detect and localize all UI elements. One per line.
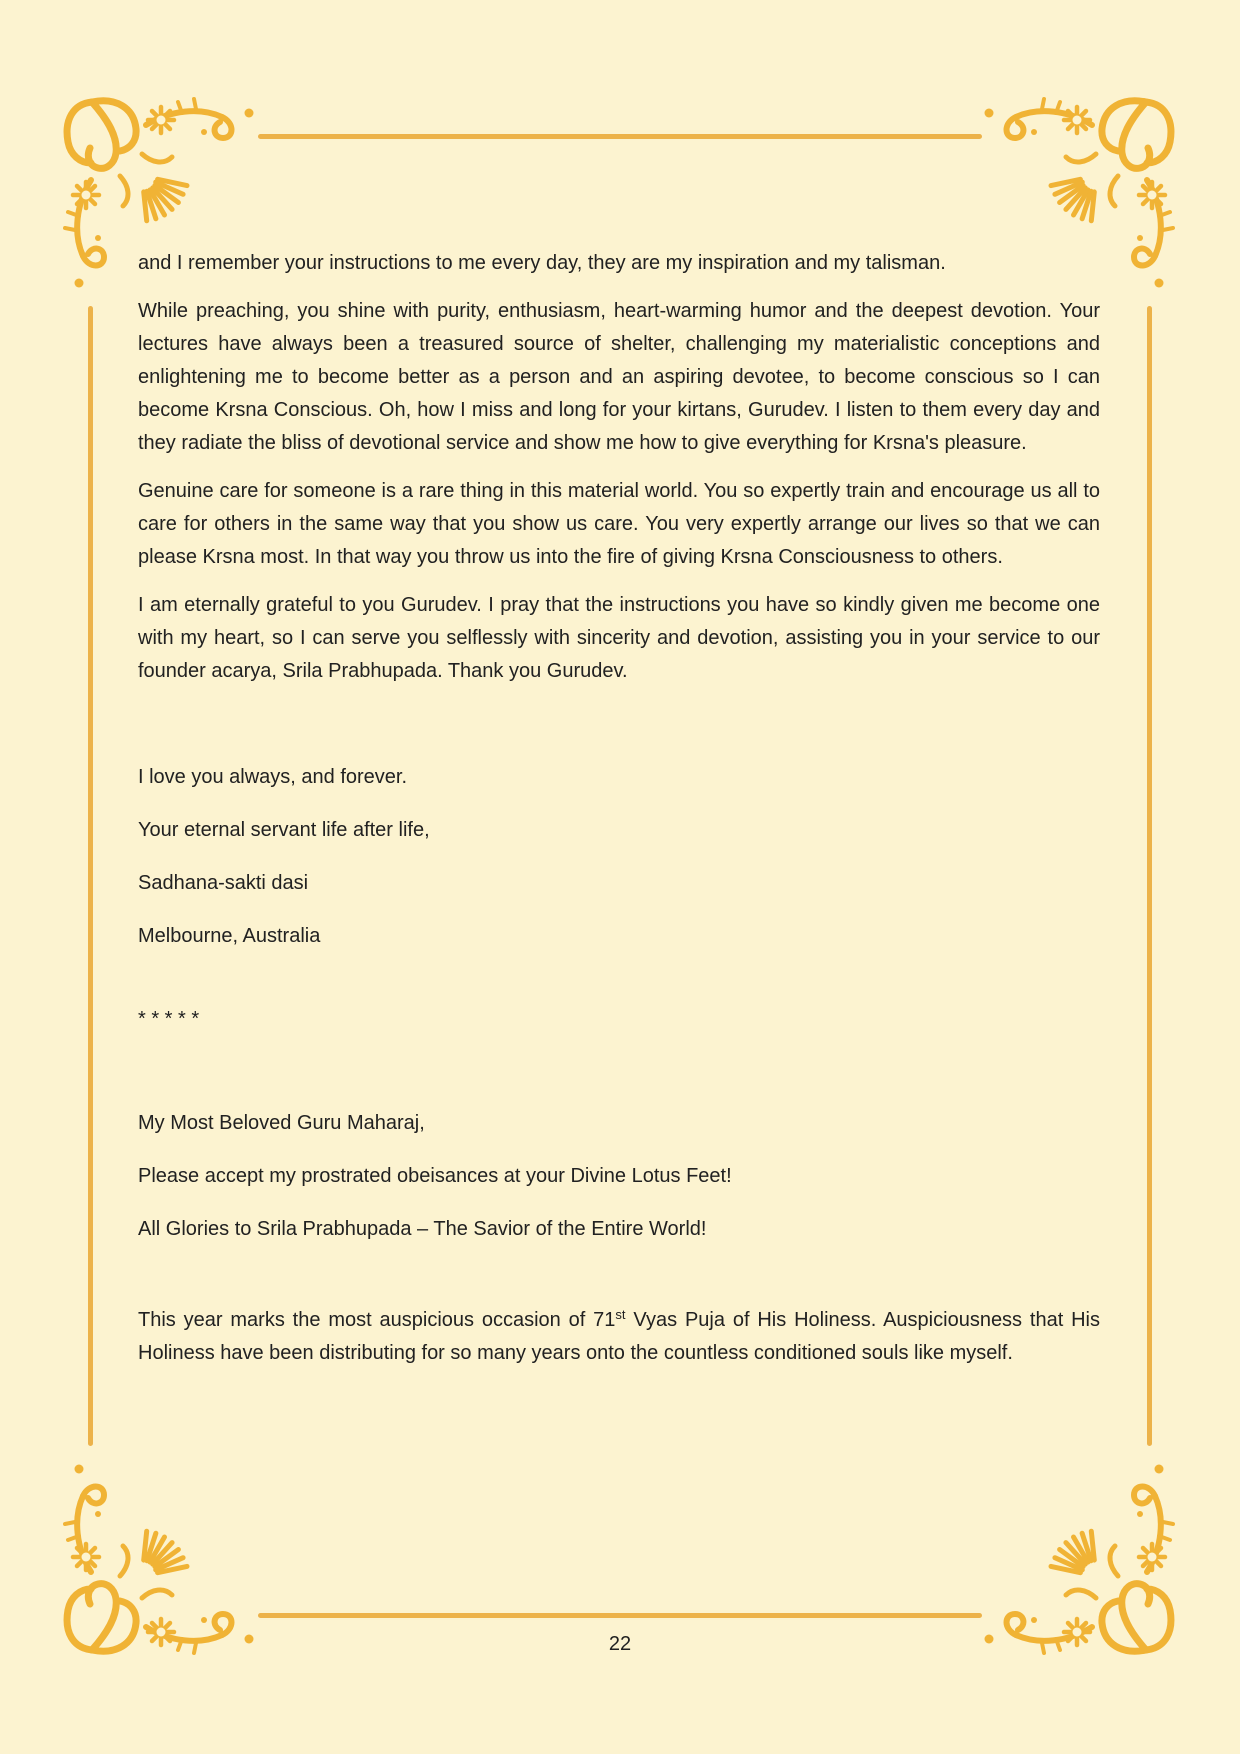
ordinal-superscript: st xyxy=(615,1307,626,1322)
paragraph-preaching: While preaching, you shine with purity, enthusiasm, heart-warming humor and the deepest devotion. Your lectures have always been a treasured source of shelter, challenging my materialistic conceptions and enlightening me to become better as a person and an aspiring devotee, to become conscious so I can become Krsna Conscious. Oh, how I miss and long for your kirtans, Gurudev. I listen to them every day and they radiate the bliss of devotional service and show me how to give everything for Krsna's pleasure. xyxy=(138,300,1100,454)
paragraph-grateful: I am eternally grateful to you Gurudev. I pray that the instructions you have so kindly given me become one with my heart, so I can serve you selflessly with sincerity and devotion, assisting you in your service to our founder acarya, Srila Prabhupada. Thank you Gurudev. xyxy=(138,594,1100,682)
border-line-bottom xyxy=(258,1613,982,1618)
border-line-left xyxy=(88,306,93,1446)
vertical-spacer xyxy=(138,1266,1100,1304)
glories-line: All Glories to Srila Prabhupada – The Savior of the Entire World! xyxy=(138,1218,707,1240)
section-separator: * * * * * xyxy=(138,1008,200,1030)
vertical-spacer xyxy=(138,973,1100,1003)
obeisance-line: Please accept my prostrated obeisances at your Divine Lotus Feet! xyxy=(138,1165,732,1187)
border-line-right xyxy=(1147,306,1152,1446)
page-number: 22 xyxy=(608,1633,632,1655)
border-line-top xyxy=(258,134,982,139)
salutation-line: My Most Beloved Guru Maharaj, xyxy=(138,1112,425,1134)
vyas-puja-text-end: Vyas Puja of His Holiness. Auspiciousness that His Holiness have been distributing for so many years onto the countless conditioned souls like myself. xyxy=(138,1309,1100,1364)
paragraph-care: Genuine care for someone is a rare thing in this material world. You so expertly train and encourage us all to care for others in the same way that you show us care. You very expertly arrange our lives so that we can please Krsna most. In that way you throw us into the fire of giving Krsna Consciousness to others. xyxy=(138,480,1100,568)
page-content xyxy=(138,247,1100,1385)
author-name: Sadhana-sakti dasi xyxy=(138,872,309,894)
vertical-spacer xyxy=(138,1056,1100,1107)
closing-servant-line: Your eternal servant life after life, xyxy=(138,819,430,841)
author-location: Melbourne, Australia xyxy=(138,925,321,947)
paragraph-talisman: and I remember your instructions to me every day, they are my inspiration and my talisman. xyxy=(138,252,946,274)
paragraph-vyas-puja xyxy=(138,1304,1100,1370)
vyas-puja-text-start: This year marks the most auspicious occasion of 71 xyxy=(138,1309,616,1331)
closing-love-line: I love you always, and forever. xyxy=(138,766,408,788)
vertical-spacer xyxy=(138,703,1100,761)
